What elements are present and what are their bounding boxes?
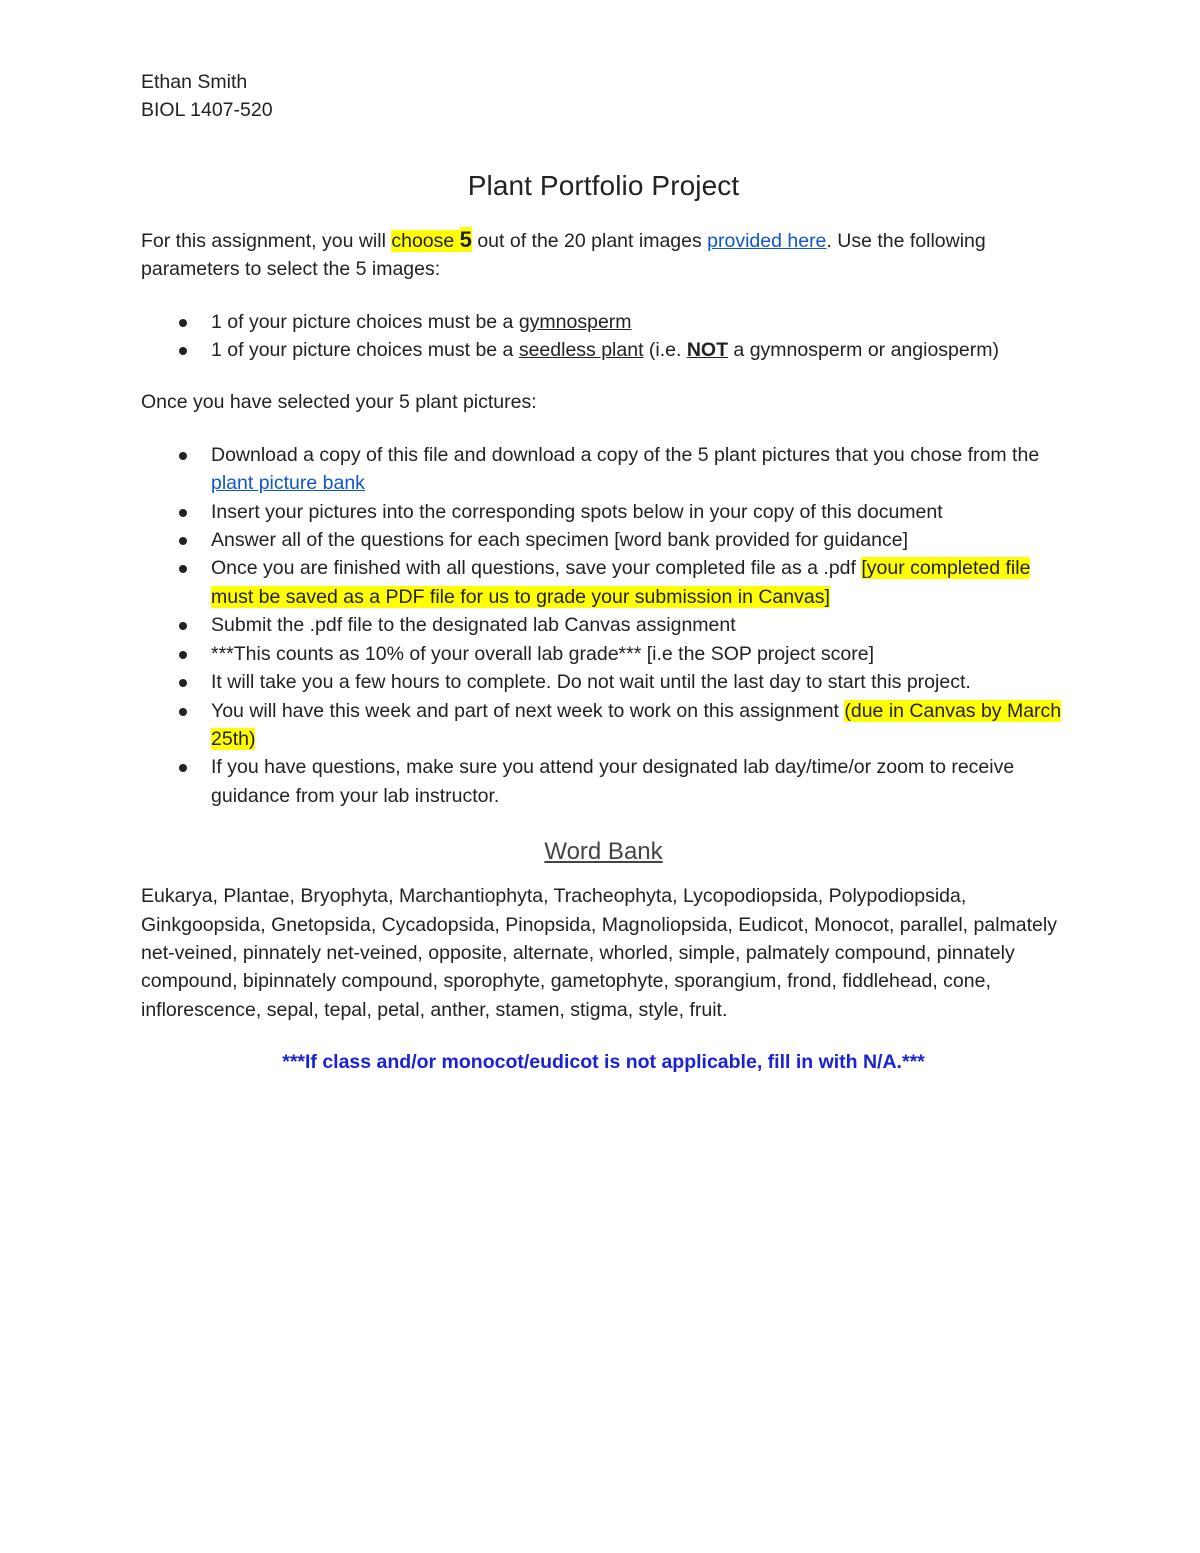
word-bank-text: Eukarya, Plantae, Bryophyta, Marchantiophyta, Tracheophyta, Lycopodiopsida, Polypodiopsida, Ginkgoopsida, Gnetopsida, Cycadopsida, Pinopsida, Magnoliopsida, Eudicot, Monocot, parallel, palmately net-veined, pinnately net-veined, opposite, alternate, whorled, simple, palmately compound, pinnately compound, bipinnately compound, sporophyte, gametophyte, sporangium, frond, fiddlehead, cone, inflorescence, sepal, tepal, petal, anther, stamen, stigma, style, fruit. — [141, 885, 1057, 1021]
once-selected-text: Once you have selected your 5 plant pictures: — [141, 391, 537, 414]
list-item — [141, 526, 1066, 554]
bullet-icon — [179, 319, 187, 327]
step-6-text: ***This counts as 10% of your overall lab grade*** [i.e the SOP project score] — [211, 642, 874, 665]
param-1-term: gymnosperm — [518, 310, 632, 333]
param-2-not: NOT — [686, 339, 729, 362]
step-7-text: It will take you a few hours to complete. Do not wait until the last day to start this project. — [211, 671, 971, 694]
steps-list — [141, 441, 1066, 810]
list-item — [141, 611, 1066, 639]
list-item — [141, 498, 1066, 526]
bullet-icon — [179, 565, 187, 573]
intro-text-3: . Use the following parameters to select the 5 images: — [141, 229, 986, 281]
bullet-icon — [179, 347, 187, 355]
step-5-text: Submit the .pdf file to the designated lab Canvas assignment — [211, 614, 736, 637]
document-content — [141, 68, 1066, 1077]
highlight-choose: choose — [391, 229, 455, 252]
param-2-text: 1 of your picture choices must be a — [211, 339, 519, 362]
list-item — [141, 554, 1066, 611]
document-title: Plant Portfolio Project — [467, 169, 740, 201]
param-2-mid: (i.e. — [643, 339, 687, 362]
bullet-icon — [179, 452, 187, 460]
param-1-text: 1 of your picture choices must be a — [211, 310, 519, 333]
list-item — [141, 640, 1066, 668]
bullet-icon — [179, 679, 187, 687]
bullet-icon — [179, 651, 187, 659]
intro-text-1: For this assignment, you will — [141, 229, 392, 252]
step-8-text: You will have this week and part of next week to work on this assignment — [211, 699, 845, 722]
list-item — [141, 697, 1066, 754]
step-4-highlight: [your completed file must be saved as a PDF file for us to grade your submission in Canvas] — [211, 557, 1031, 608]
na-note: ***If class and/or monocot/eudicot is not applicable, fill in with N/A.*** — [282, 1051, 925, 1074]
highlight-five: 5 — [459, 226, 472, 252]
plant-picture-bank-link[interactable]: plant picture bank — [211, 472, 365, 495]
bullet-icon — [179, 537, 187, 545]
course-code: BIOL 1407-520 — [141, 99, 273, 122]
intro-paragraph — [141, 226, 1066, 284]
parameters-list — [141, 308, 1066, 365]
word-bank-title: Word Bank — [544, 838, 663, 866]
step-1-text: Download a copy of this file and download a copy of the 5 plant pictures that you chose from the — [211, 443, 1040, 466]
intro-text-2: out of the 20 plant images — [471, 229, 708, 252]
list-item — [141, 668, 1066, 696]
list-item — [141, 753, 1066, 810]
param-2-term: seedless plant — [518, 339, 644, 362]
bullet-icon — [179, 708, 187, 716]
list-item — [141, 336, 1066, 364]
param-2-post: a gymnosperm or angiosperm) — [728, 339, 999, 362]
step-3-text: Answer all of the questions for each specimen [word bank provided for guidance] — [211, 529, 908, 552]
student-name: Ethan Smith — [141, 71, 248, 93]
step-4-text: Once you are finished with all questions, save your completed file as a .pdf — [211, 557, 862, 580]
step-2-text: Insert your pictures into the corresponding spots below in your copy of this document — [211, 500, 943, 523]
step-9-text: If you have questions, make sure you attend your designated lab day/time/or zoom to receive guidance from your lab instructor. — [211, 756, 1015, 807]
list-item — [141, 441, 1066, 498]
bullet-icon — [179, 764, 187, 772]
bullet-icon — [179, 509, 187, 517]
step-8-highlight: (due in Canvas by March 25th) — [211, 699, 1062, 750]
provided-here-link[interactable]: provided here — [707, 229, 827, 252]
bullet-icon — [179, 622, 187, 630]
list-item — [141, 308, 1066, 336]
